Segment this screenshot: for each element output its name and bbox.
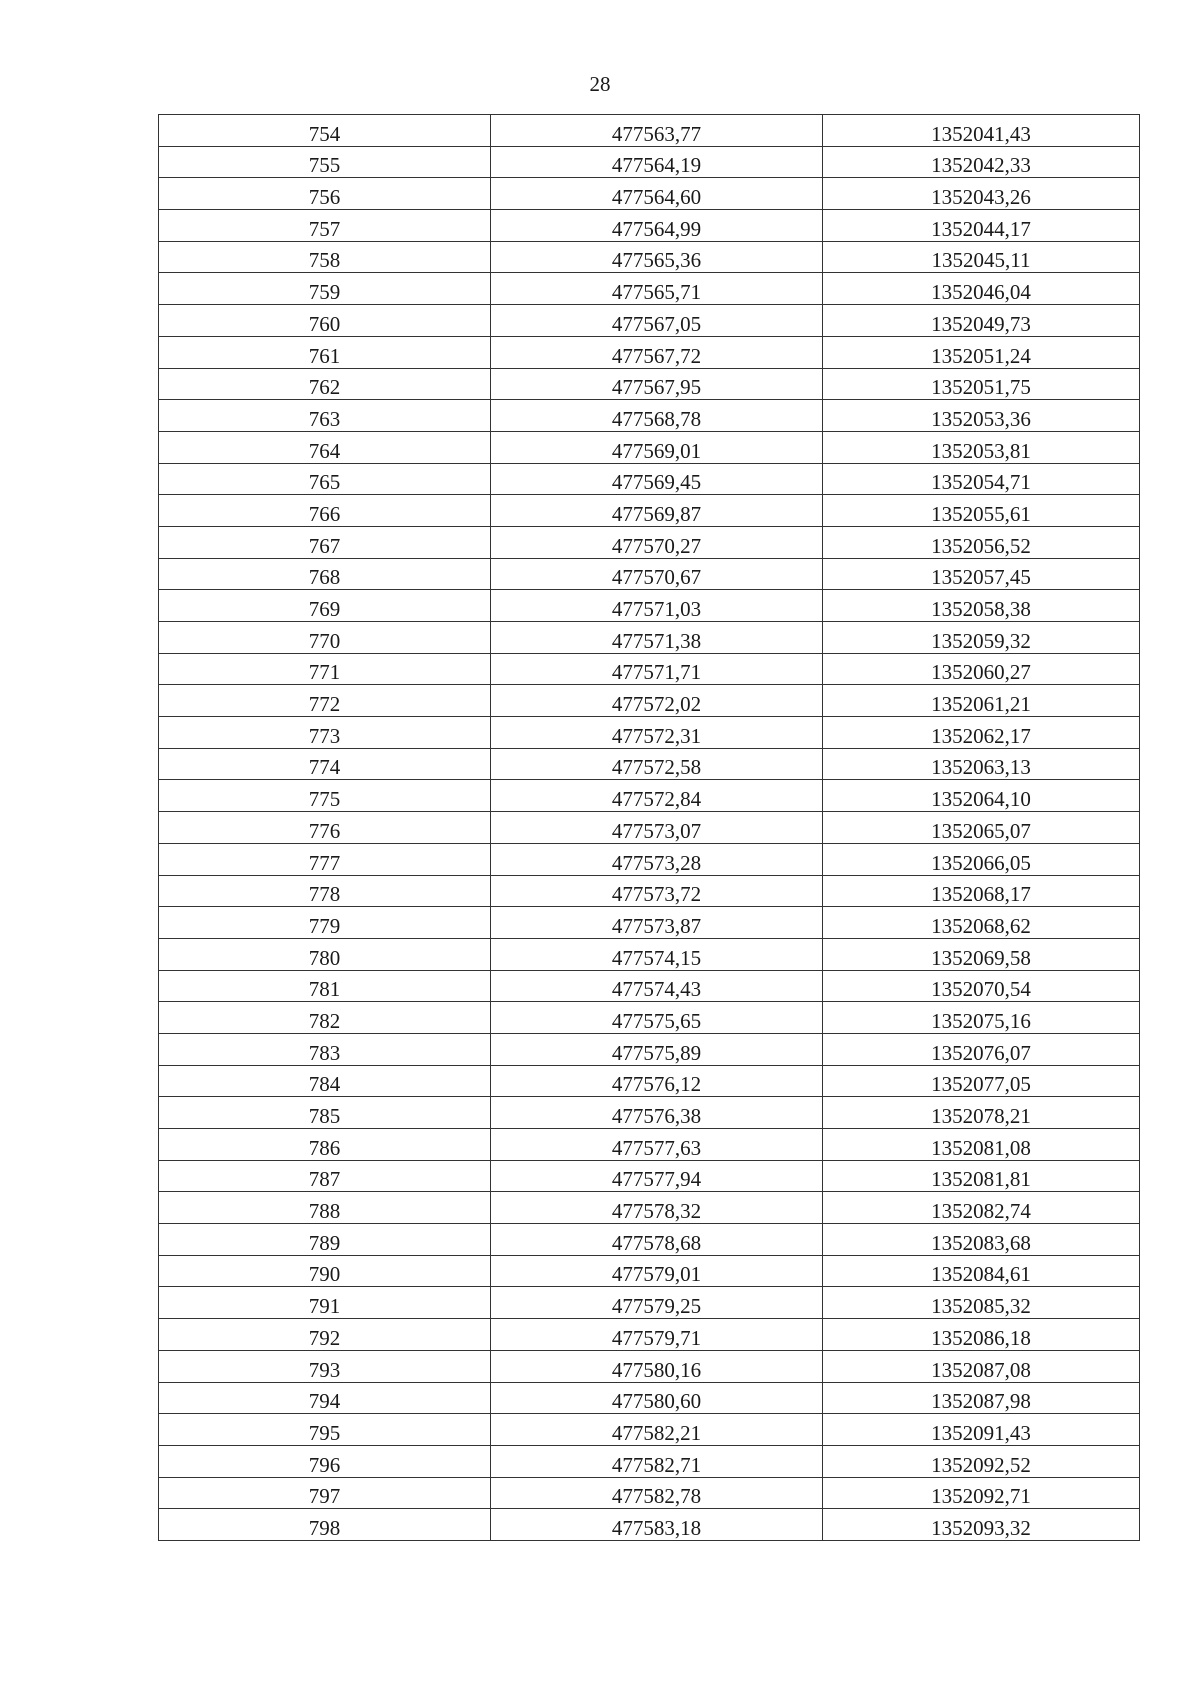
point-number-cell: 789 bbox=[159, 1224, 491, 1256]
x-coordinate-cell: 477575,89 bbox=[491, 1033, 823, 1065]
table-row bbox=[159, 653, 1140, 685]
y-coordinate-cell: 1352060,27 bbox=[823, 653, 1140, 685]
x-coordinate-cell: 477564,19 bbox=[491, 146, 823, 178]
point-number-cell: 796 bbox=[159, 1445, 491, 1477]
coordinates-table-body bbox=[159, 115, 1140, 1541]
y-coordinate-cell: 1352066,05 bbox=[823, 843, 1140, 875]
table-row bbox=[159, 273, 1140, 305]
y-coordinate-cell: 1352051,24 bbox=[823, 336, 1140, 368]
point-number-cell: 786 bbox=[159, 1129, 491, 1161]
y-coordinate-cell: 1352091,43 bbox=[823, 1414, 1140, 1446]
point-number-cell: 787 bbox=[159, 1160, 491, 1192]
x-coordinate-cell: 477570,67 bbox=[491, 558, 823, 590]
point-number-cell: 785 bbox=[159, 1097, 491, 1129]
x-coordinate-cell: 477575,65 bbox=[491, 1002, 823, 1034]
x-coordinate-cell: 477579,01 bbox=[491, 1255, 823, 1287]
table-row bbox=[159, 558, 1140, 590]
table-row bbox=[159, 368, 1140, 400]
table-row bbox=[159, 1097, 1140, 1129]
table-row bbox=[159, 1129, 1140, 1161]
y-coordinate-cell: 1352081,08 bbox=[823, 1129, 1140, 1161]
y-coordinate-cell: 1352042,33 bbox=[823, 146, 1140, 178]
y-coordinate-cell: 1352077,05 bbox=[823, 1065, 1140, 1097]
y-coordinate-cell: 1352083,68 bbox=[823, 1224, 1140, 1256]
point-number-cell: 795 bbox=[159, 1414, 491, 1446]
point-number-cell: 797 bbox=[159, 1477, 491, 1509]
table-row bbox=[159, 590, 1140, 622]
page-number: 28 bbox=[589, 72, 611, 96]
y-coordinate-cell: 1352053,81 bbox=[823, 431, 1140, 463]
y-coordinate-cell: 1352081,81 bbox=[823, 1160, 1140, 1192]
point-number-cell: 761 bbox=[159, 336, 491, 368]
table-row bbox=[159, 843, 1140, 875]
y-coordinate-cell: 1352055,61 bbox=[823, 495, 1140, 527]
point-number-cell: 783 bbox=[159, 1033, 491, 1065]
y-coordinate-cell: 1352075,16 bbox=[823, 1002, 1140, 1034]
point-number-cell: 792 bbox=[159, 1319, 491, 1351]
x-coordinate-cell: 477568,78 bbox=[491, 400, 823, 432]
point-number-cell: 757 bbox=[159, 210, 491, 242]
x-coordinate-cell: 477578,68 bbox=[491, 1224, 823, 1256]
y-coordinate-cell: 1352046,04 bbox=[823, 273, 1140, 305]
y-coordinate-cell: 1352043,26 bbox=[823, 178, 1140, 210]
y-coordinate-cell: 1352078,21 bbox=[823, 1097, 1140, 1129]
x-coordinate-cell: 477572,58 bbox=[491, 748, 823, 780]
point-number-cell: 798 bbox=[159, 1509, 491, 1541]
x-coordinate-cell: 477571,03 bbox=[491, 590, 823, 622]
point-number-cell: 768 bbox=[159, 558, 491, 590]
point-number-cell: 776 bbox=[159, 812, 491, 844]
y-coordinate-cell: 1352076,07 bbox=[823, 1033, 1140, 1065]
point-number-cell: 762 bbox=[159, 368, 491, 400]
x-coordinate-cell: 477565,36 bbox=[491, 241, 823, 273]
y-coordinate-cell: 1352068,62 bbox=[823, 907, 1140, 939]
y-coordinate-cell: 1352058,38 bbox=[823, 590, 1140, 622]
y-coordinate-cell: 1352087,08 bbox=[823, 1350, 1140, 1382]
table-row bbox=[159, 907, 1140, 939]
x-coordinate-cell: 477569,01 bbox=[491, 431, 823, 463]
table-row bbox=[159, 1287, 1140, 1319]
x-coordinate-cell: 477583,18 bbox=[491, 1509, 823, 1541]
table-row bbox=[159, 1065, 1140, 1097]
x-coordinate-cell: 477578,32 bbox=[491, 1192, 823, 1224]
table-row bbox=[159, 875, 1140, 907]
x-coordinate-cell: 477573,07 bbox=[491, 812, 823, 844]
x-coordinate-cell: 477565,71 bbox=[491, 273, 823, 305]
table-row bbox=[159, 1509, 1140, 1541]
table-row bbox=[159, 1224, 1140, 1256]
point-number-cell: 758 bbox=[159, 241, 491, 273]
y-coordinate-cell: 1352084,61 bbox=[823, 1255, 1140, 1287]
y-coordinate-cell: 1352064,10 bbox=[823, 780, 1140, 812]
x-coordinate-cell: 477567,72 bbox=[491, 336, 823, 368]
point-number-cell: 784 bbox=[159, 1065, 491, 1097]
table-row bbox=[159, 400, 1140, 432]
x-coordinate-cell: 477582,78 bbox=[491, 1477, 823, 1509]
x-coordinate-cell: 477580,60 bbox=[491, 1382, 823, 1414]
x-coordinate-cell: 477569,87 bbox=[491, 495, 823, 527]
x-coordinate-cell: 477582,71 bbox=[491, 1445, 823, 1477]
x-coordinate-cell: 477572,31 bbox=[491, 717, 823, 749]
x-coordinate-cell: 477570,27 bbox=[491, 526, 823, 558]
x-coordinate-cell: 477573,72 bbox=[491, 875, 823, 907]
y-coordinate-cell: 1352085,32 bbox=[823, 1287, 1140, 1319]
x-coordinate-cell: 477576,38 bbox=[491, 1097, 823, 1129]
table-row bbox=[159, 1002, 1140, 1034]
x-coordinate-cell: 477567,05 bbox=[491, 305, 823, 337]
x-coordinate-cell: 477580,16 bbox=[491, 1350, 823, 1382]
table-row bbox=[159, 1382, 1140, 1414]
y-coordinate-cell: 1352051,75 bbox=[823, 368, 1140, 400]
point-number-cell: 754 bbox=[159, 115, 491, 147]
table-row bbox=[159, 1477, 1140, 1509]
point-number-cell: 779 bbox=[159, 907, 491, 939]
table-row bbox=[159, 1192, 1140, 1224]
point-number-cell: 755 bbox=[159, 146, 491, 178]
table-row bbox=[159, 463, 1140, 495]
point-number-cell: 788 bbox=[159, 1192, 491, 1224]
x-coordinate-cell: 477571,38 bbox=[491, 622, 823, 654]
point-number-cell: 759 bbox=[159, 273, 491, 305]
point-number-cell: 791 bbox=[159, 1287, 491, 1319]
x-coordinate-cell: 477577,63 bbox=[491, 1129, 823, 1161]
table-row bbox=[159, 685, 1140, 717]
table-row bbox=[159, 1350, 1140, 1382]
point-number-cell: 781 bbox=[159, 970, 491, 1002]
y-coordinate-cell: 1352082,74 bbox=[823, 1192, 1140, 1224]
table-row bbox=[159, 1160, 1140, 1192]
y-coordinate-cell: 1352045,11 bbox=[823, 241, 1140, 273]
point-number-cell: 790 bbox=[159, 1255, 491, 1287]
table-row bbox=[159, 1414, 1140, 1446]
x-coordinate-cell: 477569,45 bbox=[491, 463, 823, 495]
y-coordinate-cell: 1352044,17 bbox=[823, 210, 1140, 242]
table-row bbox=[159, 812, 1140, 844]
y-coordinate-cell: 1352092,71 bbox=[823, 1477, 1140, 1509]
x-coordinate-cell: 477574,43 bbox=[491, 970, 823, 1002]
point-number-cell: 780 bbox=[159, 938, 491, 970]
y-coordinate-cell: 1352041,43 bbox=[823, 115, 1140, 147]
table-row bbox=[159, 178, 1140, 210]
y-coordinate-cell: 1352059,32 bbox=[823, 622, 1140, 654]
point-number-cell: 782 bbox=[159, 1002, 491, 1034]
x-coordinate-cell: 477579,25 bbox=[491, 1287, 823, 1319]
y-coordinate-cell: 1352093,32 bbox=[823, 1509, 1140, 1541]
x-coordinate-cell: 477572,84 bbox=[491, 780, 823, 812]
point-number-cell: 765 bbox=[159, 463, 491, 495]
y-coordinate-cell: 1352049,73 bbox=[823, 305, 1140, 337]
table-row bbox=[159, 1445, 1140, 1477]
table-row bbox=[159, 622, 1140, 654]
coordinates-table bbox=[158, 114, 1140, 1541]
table-row bbox=[159, 1319, 1140, 1351]
table-row bbox=[159, 938, 1140, 970]
point-number-cell: 774 bbox=[159, 748, 491, 780]
point-number-cell: 771 bbox=[159, 653, 491, 685]
table-row bbox=[159, 1033, 1140, 1065]
table-row bbox=[159, 115, 1140, 147]
table-row bbox=[159, 1255, 1140, 1287]
y-coordinate-cell: 1352054,71 bbox=[823, 463, 1140, 495]
x-coordinate-cell: 477574,15 bbox=[491, 938, 823, 970]
x-coordinate-cell: 477573,28 bbox=[491, 843, 823, 875]
point-number-cell: 777 bbox=[159, 843, 491, 875]
point-number-cell: 767 bbox=[159, 526, 491, 558]
x-coordinate-cell: 477579,71 bbox=[491, 1319, 823, 1351]
table-row bbox=[159, 970, 1140, 1002]
y-coordinate-cell: 1352061,21 bbox=[823, 685, 1140, 717]
point-number-cell: 766 bbox=[159, 495, 491, 527]
table-row bbox=[159, 305, 1140, 337]
y-coordinate-cell: 1352068,17 bbox=[823, 875, 1140, 907]
table-row bbox=[159, 495, 1140, 527]
table-row bbox=[159, 748, 1140, 780]
x-coordinate-cell: 477564,60 bbox=[491, 178, 823, 210]
point-number-cell: 775 bbox=[159, 780, 491, 812]
x-coordinate-cell: 477564,99 bbox=[491, 210, 823, 242]
point-number-cell: 793 bbox=[159, 1350, 491, 1382]
table-row bbox=[159, 717, 1140, 749]
y-coordinate-cell: 1352092,52 bbox=[823, 1445, 1140, 1477]
x-coordinate-cell: 477577,94 bbox=[491, 1160, 823, 1192]
point-number-cell: 763 bbox=[159, 400, 491, 432]
y-coordinate-cell: 1352063,13 bbox=[823, 748, 1140, 780]
point-number-cell: 769 bbox=[159, 590, 491, 622]
point-number-cell: 756 bbox=[159, 178, 491, 210]
x-coordinate-cell: 477576,12 bbox=[491, 1065, 823, 1097]
point-number-cell: 772 bbox=[159, 685, 491, 717]
x-coordinate-cell: 477563,77 bbox=[491, 115, 823, 147]
y-coordinate-cell: 1352056,52 bbox=[823, 526, 1140, 558]
point-number-cell: 778 bbox=[159, 875, 491, 907]
table-row bbox=[159, 431, 1140, 463]
table-row bbox=[159, 526, 1140, 558]
table-row bbox=[159, 210, 1140, 242]
point-number-cell: 764 bbox=[159, 431, 491, 463]
y-coordinate-cell: 1352070,54 bbox=[823, 970, 1140, 1002]
x-coordinate-cell: 477582,21 bbox=[491, 1414, 823, 1446]
y-coordinate-cell: 1352057,45 bbox=[823, 558, 1140, 590]
y-coordinate-cell: 1352053,36 bbox=[823, 400, 1140, 432]
point-number-cell: 760 bbox=[159, 305, 491, 337]
y-coordinate-cell: 1352069,58 bbox=[823, 938, 1140, 970]
table-row bbox=[159, 146, 1140, 178]
x-coordinate-cell: 477571,71 bbox=[491, 653, 823, 685]
y-coordinate-cell: 1352062,17 bbox=[823, 717, 1140, 749]
y-coordinate-cell: 1352086,18 bbox=[823, 1319, 1140, 1351]
table-row bbox=[159, 241, 1140, 273]
point-number-cell: 773 bbox=[159, 717, 491, 749]
x-coordinate-cell: 477567,95 bbox=[491, 368, 823, 400]
point-number-cell: 770 bbox=[159, 622, 491, 654]
point-number-cell: 794 bbox=[159, 1382, 491, 1414]
x-coordinate-cell: 477573,87 bbox=[491, 907, 823, 939]
y-coordinate-cell: 1352087,98 bbox=[823, 1382, 1140, 1414]
table-row bbox=[159, 336, 1140, 368]
x-coordinate-cell: 477572,02 bbox=[491, 685, 823, 717]
y-coordinate-cell: 1352065,07 bbox=[823, 812, 1140, 844]
table-row bbox=[159, 780, 1140, 812]
